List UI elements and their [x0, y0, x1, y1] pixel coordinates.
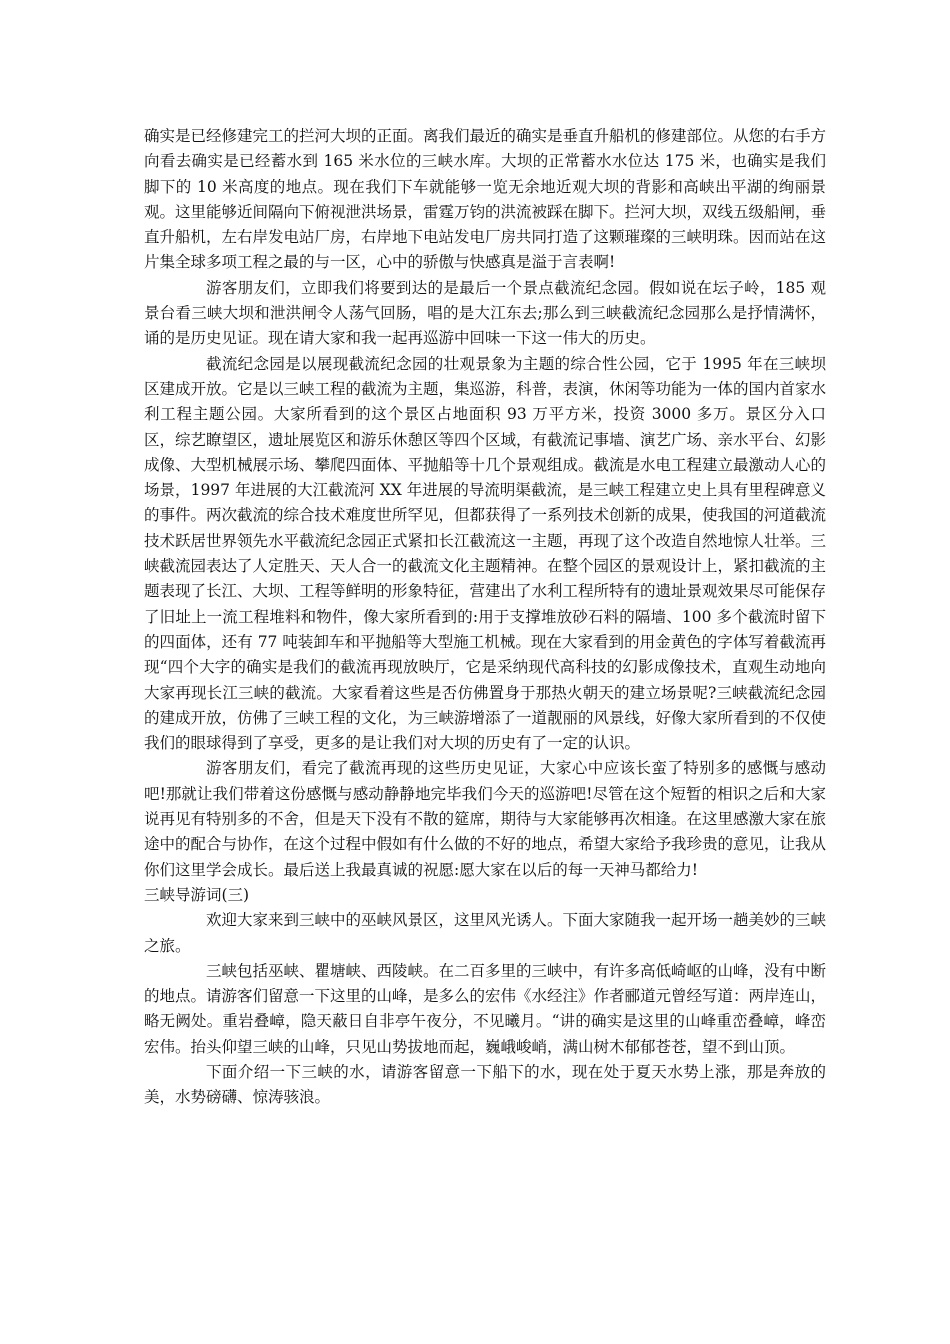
section-heading: 三峡导游词(三)	[144, 885, 250, 904]
paragraph-water: 下面介绍一下三峡的水，请游客留意一下船下的水，现在处于夏天水势上涨，那是奔放的美，水势磅礴、惊涛骇浪。	[144, 1062, 826, 1107]
paragraph-closure-park-details: 截流纪念园是以展现截流纪念园的壮观景象为主题的综合性公园，它于 1995 年在三峡坝区建成开放。它是以三峡工程的截流为主题，集巡游，科普，表演，休闲等功能为一体的国内首家水利工程主题公园。大家所看到的这个景区占地面积 93 万平方米，投资 3000 多万。景区分入口区，综艺瞭望区，遗址展览区和游乐休憩区等四个区域，有截流记事墙、演艺广场、亲水平台、幻影成像、大型机械展示场、攀爬四面体、平抛船等十几个景观组成。截流是水电工程建立最激动人心的场景，1997 年进展的大江截流河 XX 年进展的导流明渠截流，是三峡工程建立史上具有里程碑意义的事件。两次截流的综合技术难度世所罕见，但都获得了一系列技术创新的成果，使我国的河道截流技术跃居世界领先水平截流纪念园正式紧扣长江截流这一主题，再现了这个改造自然地惊人壮举。三峡截流园表达了人定胜天、天人合一的截流文化主题精神。在整个园区的景观设计上，紧扣截流的主题表现了长江、大坝、工程等鲜明的形象特征，营建出了水利工程所特有的遗址景观效果尽可能保存了旧址上一流工程堆料和物件，像大家所看到的:用于支撑堆放砂石料的隔墙、100 多个截流时留下的四面体，还有 77 吨装卸车和平抛船等大型施工机械。现在大家看到的用金黄色的字体写着截流再现“四个大字的确实是我们的截流再现放映厅，它是采纳现代高科技的幻影成像技术，直观生动地向大家再现长江三峡的截流。大家看着这些是否仿佛置身于那热火朝天的建立场景呢?三峡截流纪念园的建成开放，仿佛了三峡工程的文化，为三峡游增添了一道靓丽的风景线，好像大家所看到的不仅使我们的眼球得到了享受，更多的是让我们对大坝的历史有了一定的认识。	[144, 354, 827, 753]
paragraph-mountains: 三峡包括巫峡、瞿塘峡、西陵峡。在二百多里的三峡中，有许多高低崎岖的山峰，没有中断的地点。请游客们留意一下这里的山峰，是多么的宏伟《水经注》作者郦道元曾经写道：两岸连山，略无阙处。重岩叠嶂，隐天蔽日自非亭午夜分，不见曦月。“讲的确实是这里的山峰重峦叠嶂，峰峦宏伟。抬头仰望三峡的山峰，只见山势拔地而起，巍峨峻峭，满山树木郁郁苍苍，望不到山顶。	[144, 961, 827, 1056]
paragraph-welcome: 欢迎大家来到三峡中的巫峡风景区，这里风光诱人。下面大家随我一起开场一趟美妙的三峡之旅。	[144, 911, 827, 955]
paragraph-dam-overview: 确实是已经修建完工的拦河大坝的正面。离我们最近的确实是垂直升船机的修建部位。从您的右手方向看去确实是已经蓄水到 165 米水位的三峡水库。大坝的正常蓄水水位达 175 米，也确实是我们脚下的 10 米高度的地点。现在我们下车就能够一览无余地近观大坝的背影和高峡出平湖的绚丽景观。这里能够近间隔向下俯视泄洪场景，雷霆万钧的洪流被踩在脚下。拦河大坝，双线五级船闸，垂直升船机，左右岸发电站厂房，右岸地下电站发电厂房共同打造了这颗璀璨的三峡明珠。因而站在这片集全球多项工程之最的与一区，心中的骄傲与快感真是溢于言表啊!	[144, 127, 827, 272]
paragraph-farewell: 游客朋友们，看完了截流再现的这些历史见证，大家心中应该长蛮了特别多的感慨与感动吧!那就让我们带着这份感慨与感动静静地完毕我们今天的巡游吧!尽管在这个短暂的相识之后和大家说再见有特别多的不舍，但是天下没有不散的筵席，期待与大家能够再次相逢。在这里感激大家在旅途中的配合与协作，在这个过程中假如有什么做的不好的地点，希望大家给予我珍贵的意见，让我从你们这里学会成长。最后送上我最真诚的祝愿:愿大家在以后的每一天神马都给力!	[144, 759, 827, 879]
paragraph-closure-park-intro: 游客朋友们，立即我们将要到达的是最后一个景点截流纪念园。假如说在坛子岭，185 观景台看三峡大坝和泄洪闸令人荡气回肠，唱的是大江东去;那么到三峡截流纪念园那么是抒情满怀，诵的是历史见证。现在请大家和我一起再巡游中回味一下这一伟大的历史。	[144, 278, 826, 348]
document-page	[144, 124, 826, 1111]
